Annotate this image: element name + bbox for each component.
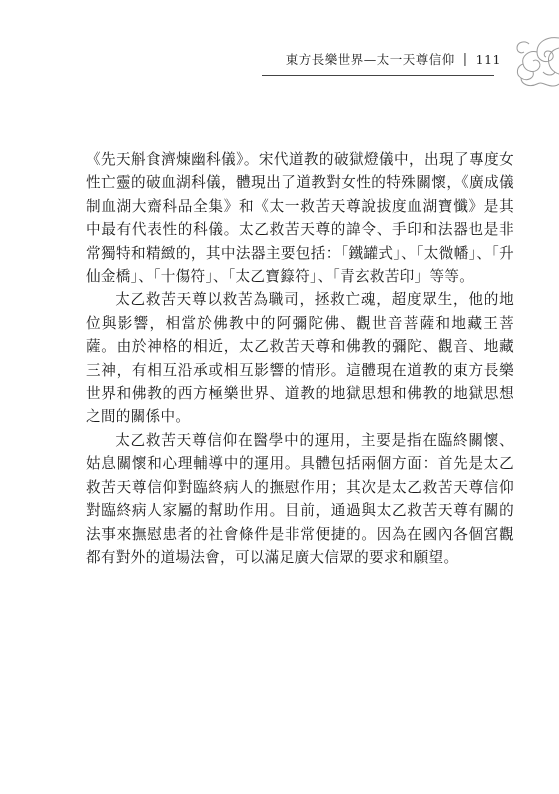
paragraph-3: 太乙救苦天尊信仰在醫學中的運用，主要是指在臨終關懷、姑息關懷和心理輔導中的運用。具體包括兩個方面：首先是太乙救苦天尊信仰對臨終病人的撫慰作用；其次是太乙救苦天尊信仰對臨終病人家屬的幫助作用。目前，通過與太乙救苦天尊有關的法事來撫慰患者的社會條件是非常便捷的。因為在國內各個宮觀都有對外的道場法會，可以滿足廣大信眾的要求和願望。 <box>86 431 514 566</box>
page-number: 111 <box>475 51 501 67</box>
body-text <box>86 148 514 569</box>
header-rule <box>262 75 494 76</box>
running-header <box>286 50 501 68</box>
cloud-ornament-icon <box>507 28 559 92</box>
chapter-title: 東方長樂世界—太一天尊信仰 <box>285 52 455 67</box>
header-separator: | <box>462 51 468 67</box>
paragraph-2: 太乙救苦天尊以救苦為職司，拯救亡魂，超度眾生，他的地位與影響，相當於佛教中的阿彌陀佛、觀世音菩薩和地藏王菩薩。由於神格的相近，太乙救苦天尊和佛教的彌陀、觀音、地藏三神，有相互沿承或相互影響的情形。這體現在道教的東方長樂世界和佛教的西方極樂世界、道教的地獄思想和佛教的地獄思想之間的關係中。 <box>86 291 514 426</box>
paragraph-1: 《先天斛食濟煉幽科儀》。宋代道教的破獄燈儀中，出現了專度女性亡靈的破血湖科儀，體現出了道教對女性的特殊關懷，《廣成儀制血湖大齋科品全集》和《太一救苦天尊說拔度血湖寶懺》是其中最有代表性的科儀。太乙救苦天尊的諱令、手印和法器也是非常獨特和精緻的，其中法器主要包括：「鐵罐式」、「太微幡」、「升仙金橋」、「十傷符」、「太乙寶籙符」、「青玄救苦印」等等。 <box>86 151 514 286</box>
